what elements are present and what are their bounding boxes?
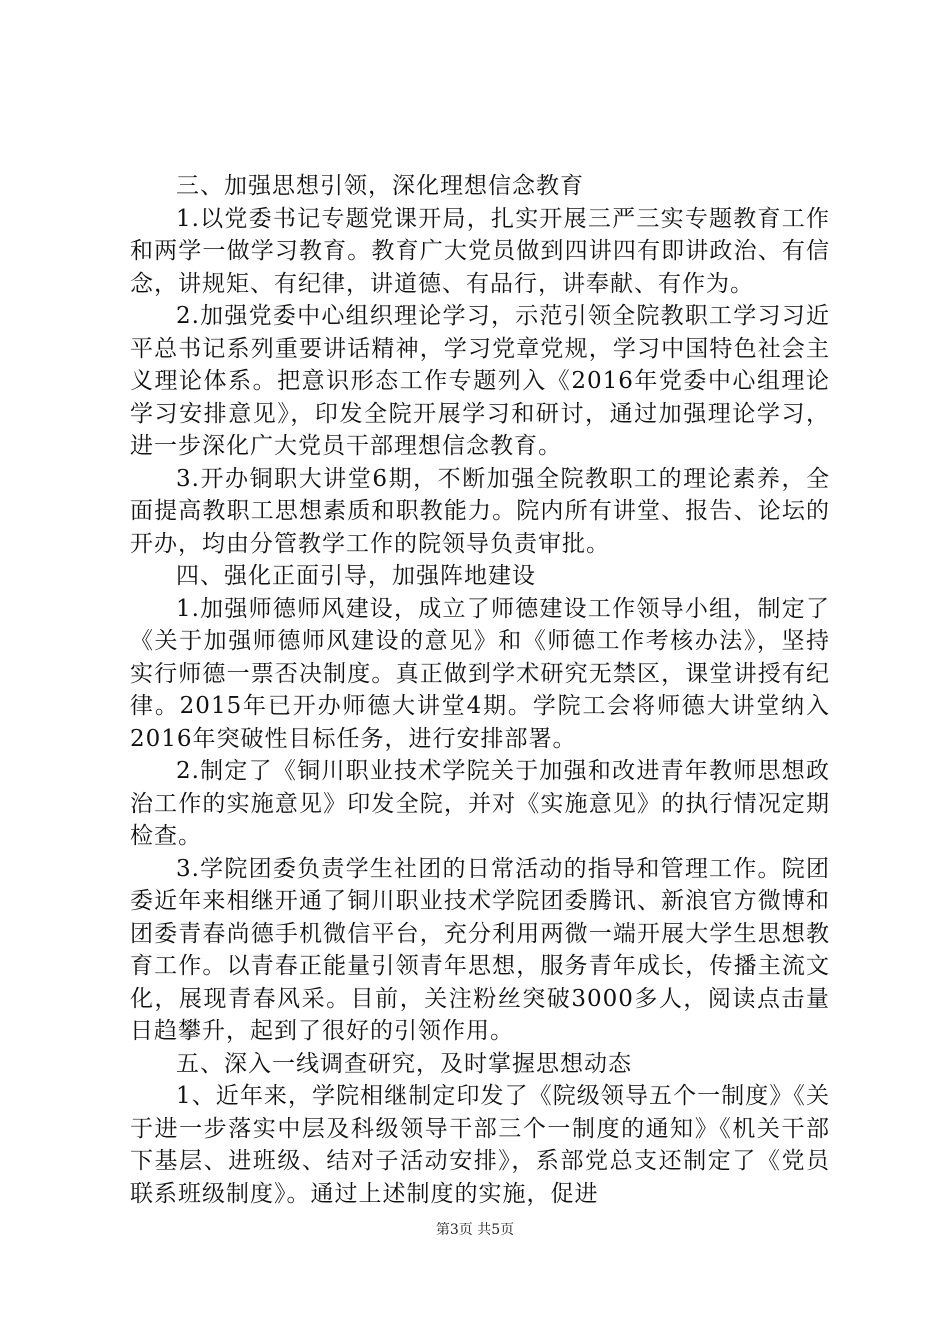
page-number: 第3页 共5页 [435, 1222, 515, 1238]
paragraph: 3.学院团委负责学生社团的日常活动的指导和管理工作。院团委近年来相继开通了铜川职业技术学院团委腾讯、新浪官方微博和团委青春尚德手机微信平台，充分利用两微一端开展大学生思想教育工作。以青春正能量引领青年思想，服务青年成长，传播主流文化，展现青春风采。目前，关注粉丝突破3000多人，阅读点击量日趋攀升，起到了很好的引领作用。 [130, 855, 830, 1044]
paragraph: 1.加强师德师风建设，成立了师德建设工作领导小组，制定了《关于加强师德师风建设的意见》和《师德工作考核办法》，坚持实行师德一票否决制度。真正做到学术研究无禁区，课堂讲授有纪律。2015年已开办师德大讲堂4期。学院工会将师德大讲堂纳入2016年突破性目标任务，进行安排部署。 [130, 595, 830, 752]
document-body [130, 170, 830, 1210]
paragraph: 2.制定了《铜川职业技术学院关于加强和改进青年教师思想政治工作的实施意见》印发全院，并对《实施意见》的执行情况定期检查。 [130, 758, 830, 849]
page-footer [0, 1219, 950, 1239]
section-heading-4: 四、强化正面引导，加强阵地建设 [176, 563, 536, 589]
paragraph: 3.开办铜职大讲堂6期，不断加强全院教职工的理论素养，全面提高教职工思想素质和职教能力。院内所有讲堂、报告、论坛的开办，均由分管教学工作的院领导负责审批。 [130, 465, 830, 557]
paragraph: 1、近年来，学院相继制定印发了《院级领导五个一制度》《关于进一步落实中层及科级领导干部三个一制度的通知》《机关干部下基层、进班级、结对子活动安排》，系部党总支还制定了《党员联系班级制度》。通过上述制度的实施，促进 [130, 1083, 830, 1207]
paragraph: 1.以党委书记专题党课开局，扎实开展三严三实专题教育工作和两学一做学习教育。教育广大党员做到四讲四有即讲政治、有信念，讲规矩、有纪律，讲道德、有品行，讲奉献、有作为。 [130, 205, 830, 297]
section-heading-3: 三、加强思想引领，深化理想信念教育 [176, 173, 584, 199]
section-heading-5: 五、深入一线调查研究，及时掌握思想动态 [176, 1050, 632, 1077]
paragraph: 2.加强党委中心组织理论学习，示范引领全院教职工学习习近平总书记系列重要讲话精神，学习党章党规，学习中国特色社会主义理论体系。把意识形态工作专题列入《2016年党委中心组理论学习安排意见》，印发全院开展学习和研讨，通过加强理论学习，进一步深化广大党员干部理想信念教育。 [130, 303, 830, 459]
